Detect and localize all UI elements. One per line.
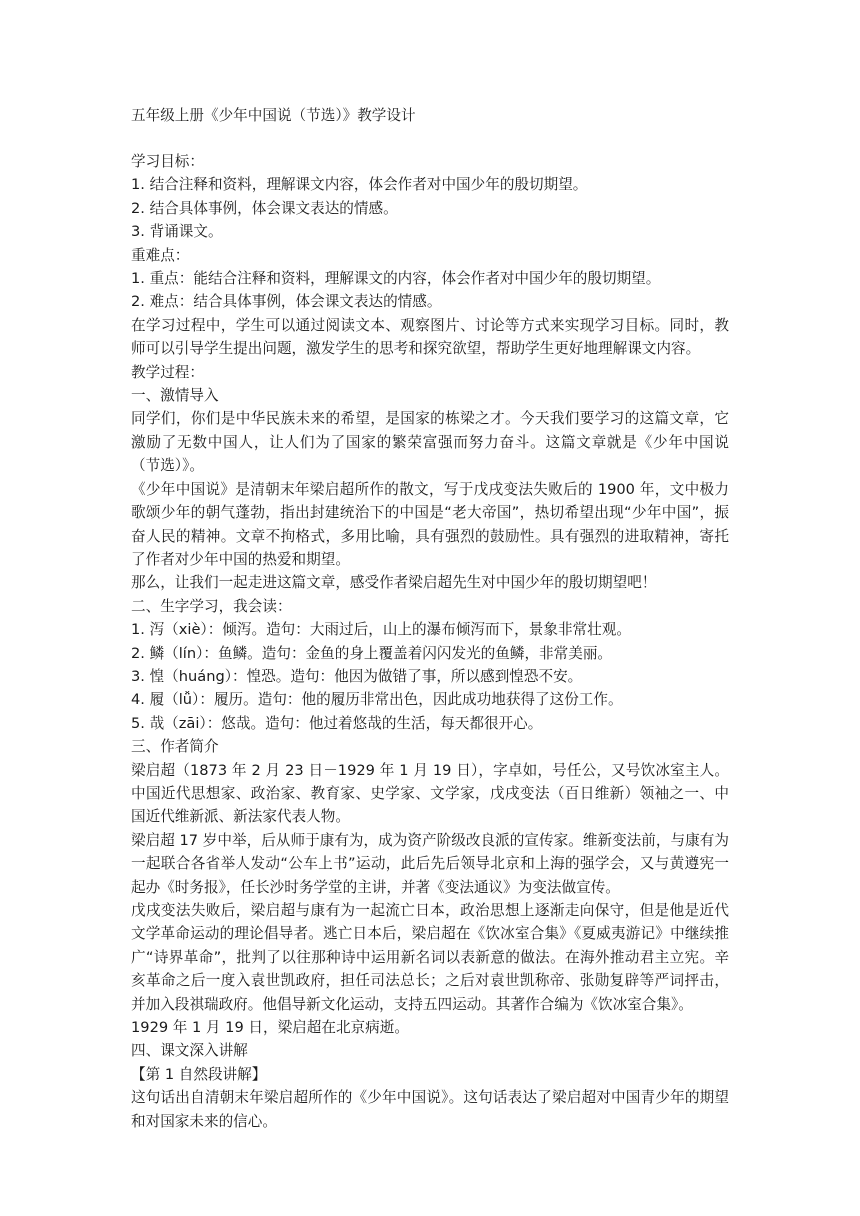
document-title: 五年级上册《少年中国说（节选）》教学设计	[131, 107, 416, 124]
objectives-heading: 学习目标：	[131, 153, 204, 170]
vocab-item: 3. 惶（huáng）：惶恐。造句：他因为做错了事，所以感到惶恐不安。	[131, 667, 583, 685]
key-point-item: 2. 难点：结合具体事例，体会课文表达的情感。	[131, 293, 442, 311]
author-paragraph: 梁启超 17 岁中举，后从师于康有为，成为资产阶级改良派的宣传家。维新变法前，与康有为一起联合各省举人发动“公车上书”运动，此后先后领导北京和上海的强学会，又与黄遵宪一起办《时务报》，任长沙时务学堂的主讲，并著《变法通议》为变法做宣传。	[131, 831, 729, 896]
vocab-item: 2. 鳞（lín）：鱼鳞。造句：金鱼的身上覆盖着闪闪发光的鱼鳞，非常美丽。	[131, 644, 613, 662]
key-points-heading: 重难点：	[131, 246, 190, 264]
objective-item: 3. 背诵课文。	[131, 223, 223, 241]
section-3-heading: 三、作者简介	[131, 738, 219, 756]
vocab-item: 1. 泻（xiè）：倾泻。造句：大雨过后，山上的瀑布倾泻而下，景象非常壮观。	[131, 621, 631, 639]
key-points-note: 在学习过程中，学生可以通过阅读文本、观察图片、讨论等方式来实现学习目标。同时，教师可以引导学生提出问题，激发学生的思考和探究欲望，帮助学生更好地理解课文内容。	[131, 316, 729, 358]
author-paragraph: 梁启超（1873 年 2 月 23 日－1929 年 1 月 19 日），字卓如，号任公，又号饮冰室主人。中国近代思想家、政治家、教育家、史学家、文学家，戊戌变法（百日维新）领袖之一、中国近代维新派、新法家代表人物。	[131, 761, 729, 826]
vocab-item: 5. 哉（zāi）：悠哉。造句：他过着悠哉的生活，每天都很开心。	[131, 714, 543, 732]
document-body	[131, 104, 729, 1133]
section-1-heading: 一、激情导入	[131, 387, 219, 405]
author-paragraph: 戊戌变法失败后，梁启超与康有为一起流亡日本，政治思想上逐渐走向保守，但是他是近代文学革命运动的理论倡导者。逃亡日本后，梁启超在《饮冰室合集》《夏威夷游记》中继续推广“诗界革命”，批判了以往那种诗中运用新名词以表新意的做法。在海外推动君主立宪。辛亥革命之后一度入袁世凯政府，担任司法总长；之后对袁世凯称帝、张勋复辟等严词抨击，并加入段祺瑞政府。他倡导新文化运动，支持五四运动。其著作合编为《饮冰室合集》。	[131, 902, 729, 1013]
section-1-paragraph: 那么，让我们一起走进这篇文章，感受作者梁启超先生对中国少年的殷切期望吧！	[131, 574, 657, 592]
objective-item: 1. 结合注释和资料，理解课文内容，体会作者对中国少年的殷切期望。	[131, 176, 588, 194]
vocab-item: 4. 履（lǚ）：履历。造句：他的履历非常出色，因此成功地获得了这份工作。	[131, 691, 623, 709]
blank-line	[131, 128, 729, 150]
section-1-paragraph: 同学们，你们是中华民族未来的希望，是国家的栋梁之才。今天我们要学习的这篇文章，它激励了无数中国人，让人们为了国家的繁荣富强而努力奋斗。这篇文章就是《少年中国说（节选）》。	[131, 410, 729, 475]
section-4-paragraph: 这句话出自清朝末年梁启超所作的《少年中国说》。这句话表达了梁启超对中国青少年的期望和对国家未来的信心。	[131, 1089, 729, 1130]
key-point-item: 1. 重点：能结合注释和资料，理解课文的内容，体会作者对中国少年的殷切期望。	[131, 270, 661, 288]
author-paragraph: 1929 年 1 月 19 日，梁启超在北京病逝。	[131, 1019, 409, 1037]
objective-item: 2. 结合具体事例，体会课文表达的情感。	[131, 199, 398, 217]
section-1-paragraph: 《少年中国说》是清朝末年梁启超所作的散文，写于戊戌变法失败后的 1900 年，文中极力歌颂少年的朝气蓬勃，指出封建统治下的中国是“老大帝国”，热切希望出现“少年中国”，振奋人民的精神。文章不拘格式，多用比喻，具有强烈的鼓励性。具有强烈的进取精神，寄托了作者对少年中国的热爱和期望。	[131, 480, 729, 568]
process-heading: 教学过程：	[131, 363, 204, 381]
section-4-subheading: 【第 1 自然段讲解】	[131, 1065, 267, 1083]
section-2-heading: 二、生字学习，我会读：	[131, 597, 292, 615]
section-4-heading: 四、课文深入讲解	[131, 1042, 248, 1060]
